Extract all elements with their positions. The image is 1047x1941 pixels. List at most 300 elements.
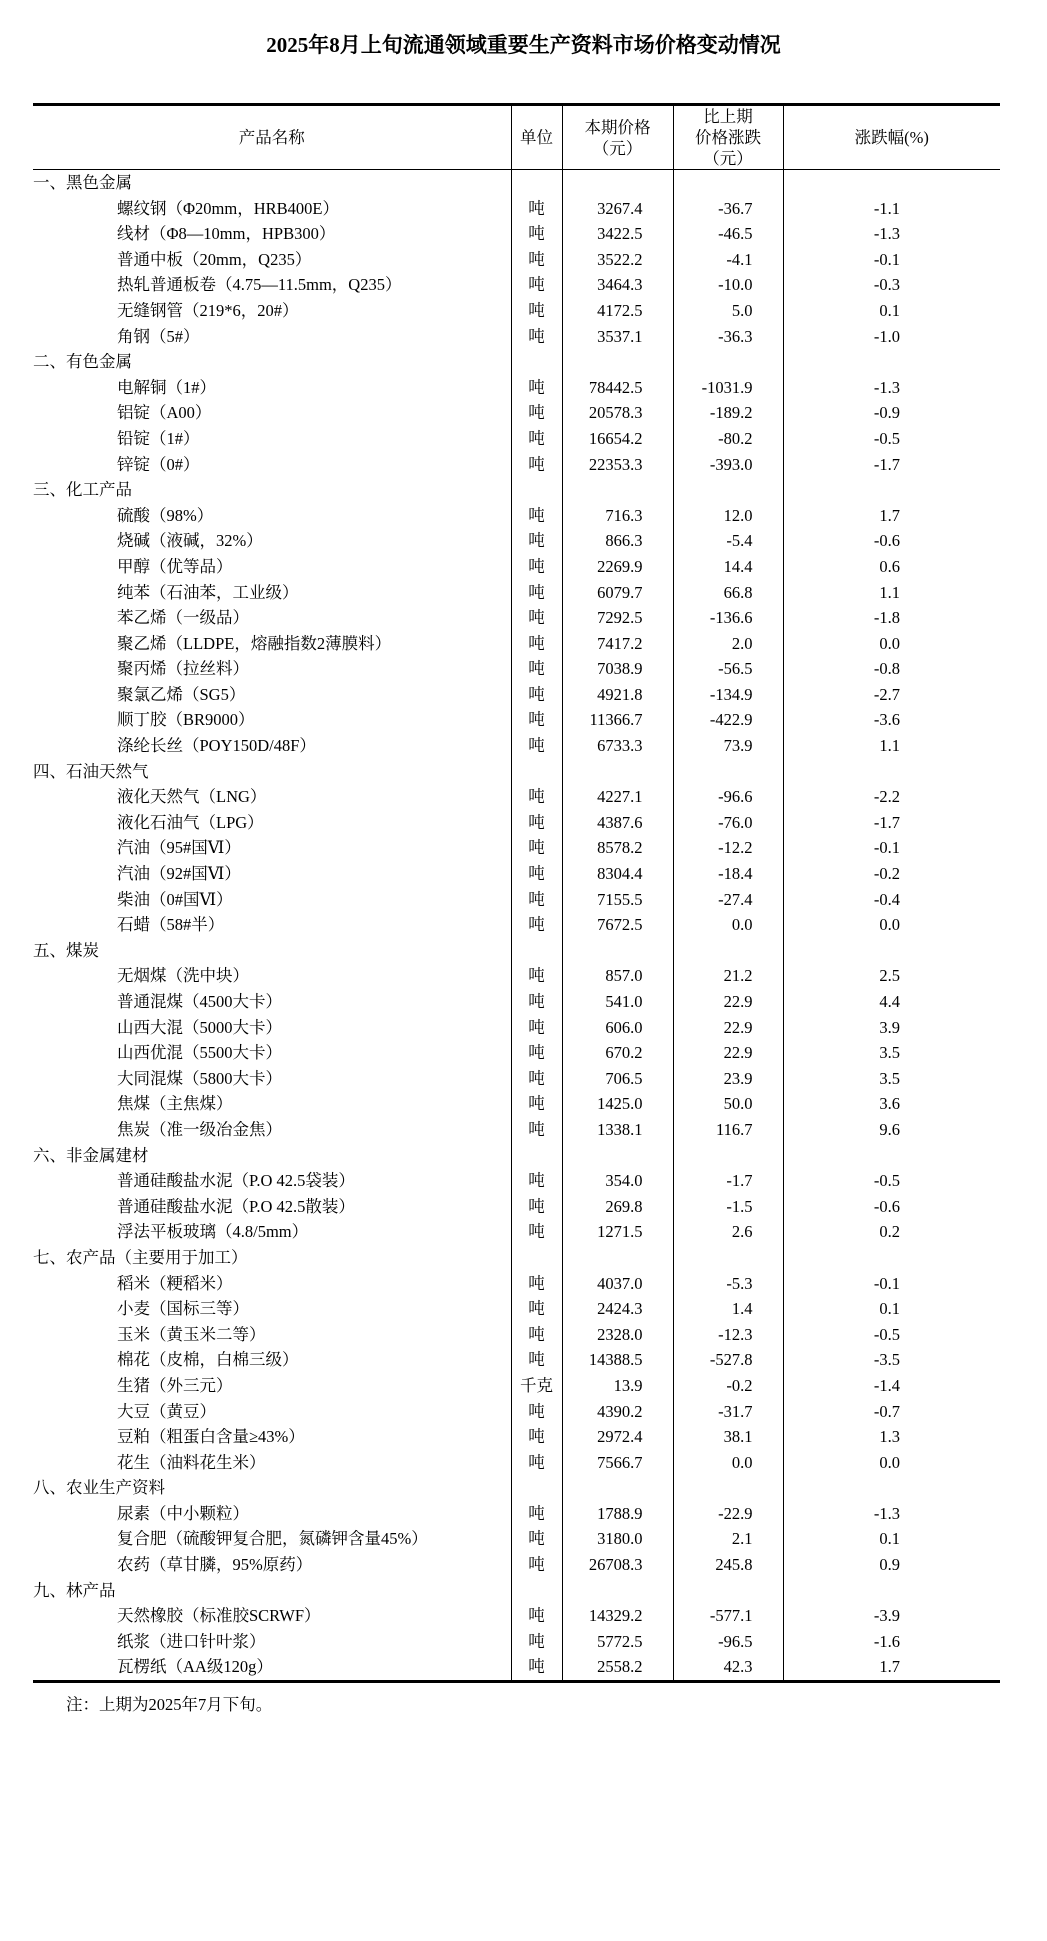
product-name-cell xyxy=(33,1424,511,1450)
current-price-cell: 541.0 xyxy=(562,989,673,1015)
current-price-cell: 269.8 xyxy=(562,1194,673,1220)
table-row xyxy=(33,1373,1000,1399)
unit-cell: 吨 xyxy=(511,1271,562,1297)
unit-cell: 吨 xyxy=(511,375,562,401)
price-change-cell: -577.1 xyxy=(673,1603,783,1629)
table-footnote: 注：上期为2025年7月下旬。 xyxy=(66,1695,273,1715)
unit-cell: 吨 xyxy=(511,682,562,708)
unit-cell: 吨 xyxy=(511,861,562,887)
table-row xyxy=(33,1424,1000,1450)
price-change-cell: -18.4 xyxy=(673,861,783,887)
current-price-cell: 7292.5 xyxy=(562,605,673,631)
category-row-empty-cell xyxy=(562,938,673,964)
price-change-cell: 66.8 xyxy=(673,580,783,606)
current-price-cell: 22353.3 xyxy=(562,452,673,478)
column-header-percent-change: 涨跌幅(%) xyxy=(783,105,1000,170)
unit-cell: 千克 xyxy=(511,1373,562,1399)
table-row xyxy=(33,196,1000,222)
category-row-empty-cell xyxy=(673,1475,783,1501)
percent-change-cell: 1.1 xyxy=(783,580,1000,606)
product-name-cell-text: 浮法平板玻璃（4.8/5mm） xyxy=(117,1222,309,1242)
unit-cell: 吨 xyxy=(511,989,562,1015)
unit-cell: 吨 xyxy=(511,1347,562,1373)
column-header-unit: 单位 xyxy=(511,105,562,170)
price-change-cell: -27.4 xyxy=(673,887,783,913)
product-name-cell-text: 螺纹钢（Φ20mm，HRB400E） xyxy=(117,198,339,218)
product-name-cell-text: 石蜡（58#半） xyxy=(117,915,225,935)
product-name-cell xyxy=(33,835,511,861)
unit-cell: 吨 xyxy=(511,1194,562,1220)
percent-change-cell: 1.7 xyxy=(783,1654,1000,1681)
product-name-cell xyxy=(33,375,511,401)
percent-change-cell: 3.5 xyxy=(783,1040,1000,1066)
percent-change-cell: -1.8 xyxy=(783,605,1000,631)
product-name-cell-text: 玉米（黄玉米二等） xyxy=(117,1324,266,1344)
product-name-cell xyxy=(33,1526,511,1552)
price-change-cell: 14.4 xyxy=(673,554,783,580)
price-change-cell: -96.6 xyxy=(673,784,783,810)
current-price-cell: 78442.5 xyxy=(562,375,673,401)
product-name-cell-text: 普通混煤（4500大卡） xyxy=(117,992,282,1011)
table-row xyxy=(33,733,1000,759)
product-name-cell-text: 顺丁胶（BR9000） xyxy=(117,710,255,730)
category-row xyxy=(33,759,1000,785)
price-change-cell: -56.5 xyxy=(673,656,783,682)
price-change-cell: -46.5 xyxy=(673,221,783,247)
unit-cell: 吨 xyxy=(511,707,562,733)
product-name-cell xyxy=(33,1373,511,1399)
product-name-cell xyxy=(33,1091,511,1117)
product-name-cell-text: 棉花（皮棉，白棉三级） xyxy=(117,1350,299,1370)
price-change-cell: -0.2 xyxy=(673,1373,783,1399)
unit-cell: 吨 xyxy=(511,426,562,452)
product-name-cell xyxy=(33,247,511,273)
unit-cell: 吨 xyxy=(511,580,562,606)
table-row xyxy=(33,784,1000,810)
current-price-cell: 857.0 xyxy=(562,963,673,989)
product-name-cell-text: 稻米（粳稻米） xyxy=(117,1273,233,1293)
product-name-cell xyxy=(33,861,511,887)
table-row xyxy=(33,887,1000,913)
unit-cell: 吨 xyxy=(511,1168,562,1194)
price-change-cell: 21.2 xyxy=(673,963,783,989)
table-row xyxy=(33,272,1000,298)
table-row xyxy=(33,1654,1000,1681)
table-row xyxy=(33,503,1000,529)
product-name-cell xyxy=(33,1219,511,1245)
percent-change-cell: 0.0 xyxy=(783,631,1000,657)
price-change-cell: 22.9 xyxy=(673,1015,783,1041)
price-change-cell: -134.9 xyxy=(673,682,783,708)
column-header-price-change-line1: 比上期 xyxy=(703,107,753,126)
product-name-cell-text: 复合肥（硫酸钾复合肥，氮磷钾含量45%） xyxy=(117,1529,428,1549)
product-name-cell-text: 生猪（外三元） xyxy=(117,1375,233,1395)
price-change-cell: 22.9 xyxy=(673,989,783,1015)
price-change-cell: -136.6 xyxy=(673,605,783,631)
table-row xyxy=(33,963,1000,989)
percent-change-cell: 2.5 xyxy=(783,963,1000,989)
current-price-cell: 606.0 xyxy=(562,1015,673,1041)
price-change-cell: -76.0 xyxy=(673,810,783,836)
percent-change-cell: -0.7 xyxy=(783,1399,1000,1425)
product-name-cell-text: 硫酸（98%） xyxy=(117,505,214,525)
percent-change-cell: -0.4 xyxy=(783,887,1000,913)
unit-cell: 吨 xyxy=(511,400,562,426)
product-name-cell xyxy=(33,1603,511,1629)
category-row-empty-cell xyxy=(562,349,673,375)
current-price-cell: 7566.7 xyxy=(562,1450,673,1476)
product-name-cell xyxy=(33,1015,511,1041)
price-change-cell: -1.7 xyxy=(673,1168,783,1194)
current-price-cell: 4172.5 xyxy=(562,298,673,324)
current-price-cell: 354.0 xyxy=(562,1168,673,1194)
price-change-cell: -5.4 xyxy=(673,528,783,554)
unit-cell: 吨 xyxy=(511,1424,562,1450)
category-row-empty-cell xyxy=(783,938,1000,964)
unit-cell: 吨 xyxy=(511,1040,562,1066)
price-change-cell: -10.0 xyxy=(673,272,783,298)
percent-change-cell: -1.1 xyxy=(783,196,1000,222)
category-row-empty-cell xyxy=(783,1578,1000,1604)
category-row-empty-cell xyxy=(511,1143,562,1169)
price-change-cell: 50.0 xyxy=(673,1091,783,1117)
percent-change-cell: -1.6 xyxy=(783,1629,1000,1655)
product-name-cell-text: 柴油（0#国Ⅵ） xyxy=(117,889,233,909)
product-name-cell xyxy=(33,1117,511,1143)
current-price-cell: 11366.7 xyxy=(562,707,673,733)
table-row xyxy=(33,1040,1000,1066)
table-row xyxy=(33,707,1000,733)
table-row xyxy=(33,221,1000,247)
current-price-cell: 4387.6 xyxy=(562,810,673,836)
unit-cell: 吨 xyxy=(511,1552,562,1578)
percent-change-cell: -0.1 xyxy=(783,247,1000,273)
product-name-cell-text: 山西优混（5500大卡） xyxy=(117,1043,282,1063)
current-price-cell: 716.3 xyxy=(562,503,673,529)
current-price-cell: 5772.5 xyxy=(562,1629,673,1655)
product-name-cell xyxy=(33,1450,511,1476)
product-name-cell-text: 无烟煤（洗中块） xyxy=(117,966,249,986)
current-price-cell: 3267.4 xyxy=(562,196,673,222)
category-row-empty-cell xyxy=(673,170,783,196)
header-row xyxy=(33,105,1000,170)
product-name-cell-text: 汽油（92#国Ⅵ） xyxy=(117,864,241,884)
percent-change-cell: -0.2 xyxy=(783,861,1000,887)
product-name-cell xyxy=(33,426,511,452)
unit-cell: 吨 xyxy=(511,1066,562,1092)
table-row xyxy=(33,1347,1000,1373)
category-row-empty-cell xyxy=(783,170,1000,196)
percent-change-cell: -0.6 xyxy=(783,528,1000,554)
price-change-cell: -1031.9 xyxy=(673,375,783,401)
percent-change-cell: 0.6 xyxy=(783,554,1000,580)
percent-change-cell: 0.1 xyxy=(783,1296,1000,1322)
current-price-cell: 1338.1 xyxy=(562,1117,673,1143)
table-row xyxy=(33,810,1000,836)
percent-change-cell: 0.1 xyxy=(783,298,1000,324)
unit-cell: 吨 xyxy=(511,1501,562,1527)
price-change-cell: 1.4 xyxy=(673,1296,783,1322)
table-row xyxy=(33,1322,1000,1348)
price-change-cell: -12.3 xyxy=(673,1322,783,1348)
percent-change-cell: -0.1 xyxy=(783,1271,1000,1297)
table-row xyxy=(33,1501,1000,1527)
percent-change-cell: 3.5 xyxy=(783,1066,1000,1092)
table-row xyxy=(33,375,1000,401)
price-change-cell: -31.7 xyxy=(673,1399,783,1425)
category-label: 三、化工产品 xyxy=(33,480,132,500)
unit-cell: 吨 xyxy=(511,835,562,861)
table-row xyxy=(33,1271,1000,1297)
category-row-empty-cell xyxy=(673,1578,783,1604)
unit-cell: 吨 xyxy=(511,1219,562,1245)
category-label: 四、石油天然气 xyxy=(33,761,149,781)
table-row xyxy=(33,426,1000,452)
unit-cell: 吨 xyxy=(511,452,562,478)
unit-cell: 吨 xyxy=(511,1450,562,1476)
current-price-cell: 2328.0 xyxy=(562,1322,673,1348)
category-row-empty-cell xyxy=(783,1143,1000,1169)
column-header-current-price-line2: （元） xyxy=(592,138,643,158)
product-name-cell xyxy=(33,528,511,554)
price-change-cell: -1.5 xyxy=(673,1194,783,1220)
category-row xyxy=(33,1475,1000,1501)
product-name-cell xyxy=(33,1501,511,1527)
percent-change-cell: -1.7 xyxy=(783,452,1000,478)
unit-cell: 吨 xyxy=(511,1091,562,1117)
percent-change-cell: 0.0 xyxy=(783,1450,1000,1476)
product-name-cell xyxy=(33,1168,511,1194)
price-change-cell: 22.9 xyxy=(673,1040,783,1066)
product-name-cell xyxy=(33,1347,511,1373)
percent-change-cell: -0.1 xyxy=(783,835,1000,861)
price-change-cell: 12.0 xyxy=(673,503,783,529)
category-row xyxy=(33,1578,1000,1604)
table-row xyxy=(33,835,1000,861)
category-row-empty-cell xyxy=(511,938,562,964)
price-change-cell: 5.0 xyxy=(673,298,783,324)
product-name-cell-text: 甲醇（优等品） xyxy=(117,556,233,576)
current-price-cell: 8304.4 xyxy=(562,861,673,887)
percent-change-cell: 0.9 xyxy=(783,1552,1000,1578)
product-name-cell xyxy=(33,324,511,350)
product-name-cell xyxy=(33,784,511,810)
product-name-cell-text: 普通硅酸盐水泥（P.O 42.5袋装） xyxy=(117,1171,355,1191)
current-price-cell: 8578.2 xyxy=(562,835,673,861)
category-row-empty-cell xyxy=(783,1475,1000,1501)
current-price-cell: 1788.9 xyxy=(562,1501,673,1527)
price-change-cell: -527.8 xyxy=(673,1347,783,1373)
unit-cell: 吨 xyxy=(511,1629,562,1655)
product-name-cell xyxy=(33,221,511,247)
category-row-empty-cell xyxy=(511,759,562,785)
product-name-cell-text: 尿素（中小颗粒） xyxy=(117,1503,249,1523)
current-price-cell: 2972.4 xyxy=(562,1424,673,1450)
product-name-cell-text: 液化天然气（LNG） xyxy=(117,787,267,807)
unit-cell: 吨 xyxy=(511,1603,562,1629)
product-name-cell xyxy=(33,887,511,913)
unit-cell: 吨 xyxy=(511,963,562,989)
table-row xyxy=(33,1219,1000,1245)
current-price-cell: 2269.9 xyxy=(562,554,673,580)
product-name-cell xyxy=(33,656,511,682)
percent-change-cell: -2.2 xyxy=(783,784,1000,810)
price-change-cell: 2.6 xyxy=(673,1219,783,1245)
product-name-cell-text: 焦炭（准一级冶金焦） xyxy=(117,1119,282,1139)
product-name-cell-text: 锌锭（0#） xyxy=(117,454,200,474)
percent-change-cell: 4.4 xyxy=(783,989,1000,1015)
category-row xyxy=(33,1143,1000,1169)
percent-change-cell: 0.0 xyxy=(783,912,1000,938)
category-row-empty-cell xyxy=(562,759,673,785)
product-name-cell xyxy=(33,1040,511,1066)
current-price-cell: 706.5 xyxy=(562,1066,673,1092)
product-name-cell xyxy=(33,810,511,836)
percent-change-cell: -0.5 xyxy=(783,426,1000,452)
category-row-empty-cell xyxy=(783,759,1000,785)
category-row xyxy=(33,170,1000,196)
column-header-current-price-line1: 本期价格 xyxy=(584,117,651,137)
category-row-empty-cell xyxy=(562,1475,673,1501)
product-name-cell-text: 聚氯乙烯（SG5） xyxy=(117,684,246,704)
category-row xyxy=(33,1245,1000,1271)
percent-change-cell: -1.3 xyxy=(783,1501,1000,1527)
unit-cell: 吨 xyxy=(511,656,562,682)
table-row xyxy=(33,1629,1000,1655)
table-row xyxy=(33,1194,1000,1220)
product-name-cell-text: 电解铜（1#） xyxy=(117,377,216,397)
table-row xyxy=(33,554,1000,580)
column-header-price-change xyxy=(673,105,783,170)
product-name-cell-text: 液化石油气（LPG） xyxy=(117,812,264,832)
product-name-cell-text: 天然橡胶（标准胶SCRWF） xyxy=(117,1606,321,1626)
unit-cell: 吨 xyxy=(511,810,562,836)
product-name-cell xyxy=(33,1194,511,1220)
product-name-cell xyxy=(33,1296,511,1322)
percent-change-cell: -0.6 xyxy=(783,1194,1000,1220)
current-price-cell: 26708.3 xyxy=(562,1552,673,1578)
product-name-cell-text: 山西大混（5000大卡） xyxy=(117,1017,282,1037)
category-row-empty-cell xyxy=(673,1143,783,1169)
page-title: 2025年8月上旬流通领域重要生产资料市场价格变动情况 xyxy=(266,33,781,57)
product-name-cell-text: 普通硅酸盐水泥（P.O 42.5散装） xyxy=(117,1196,355,1216)
product-name-cell-text: 农药（草甘膦，95%原药） xyxy=(117,1555,313,1575)
product-name-cell xyxy=(33,554,511,580)
category-row-empty-cell xyxy=(783,1245,1000,1271)
table-row xyxy=(33,1552,1000,1578)
table-row xyxy=(33,912,1000,938)
current-price-cell: 7038.9 xyxy=(562,656,673,682)
current-price-cell: 1271.5 xyxy=(562,1219,673,1245)
percent-change-cell: 0.1 xyxy=(783,1526,1000,1552)
category-label: 六、非金属建材 xyxy=(33,1145,149,1165)
percent-change-cell: 0.2 xyxy=(783,1219,1000,1245)
product-name-cell-text: 焦煤（主焦煤） xyxy=(117,1094,233,1114)
product-name-cell-text: 苯乙烯（一级品） xyxy=(117,608,249,628)
unit-cell: 吨 xyxy=(511,503,562,529)
table-row xyxy=(33,1450,1000,1476)
unit-cell: 吨 xyxy=(511,733,562,759)
current-price-cell: 866.3 xyxy=(562,528,673,554)
percent-change-cell: -1.4 xyxy=(783,1373,1000,1399)
price-change-cell: -422.9 xyxy=(673,707,783,733)
price-table-container xyxy=(33,103,1000,1715)
table-row xyxy=(33,452,1000,478)
unit-cell: 吨 xyxy=(511,1296,562,1322)
category-row xyxy=(33,477,1000,503)
percent-change-cell: -0.9 xyxy=(783,400,1000,426)
category-row-empty-cell xyxy=(511,1245,562,1271)
column-header-product-name: 产品名称 xyxy=(33,105,511,170)
unit-cell: 吨 xyxy=(511,1322,562,1348)
category-row-empty-cell xyxy=(562,1143,673,1169)
unit-cell: 吨 xyxy=(511,912,562,938)
category-row-empty-cell xyxy=(562,1245,673,1271)
product-name-cell xyxy=(33,989,511,1015)
table-row xyxy=(33,989,1000,1015)
product-name-cell-text: 纸浆（进口针叶浆） xyxy=(117,1631,266,1651)
table-row xyxy=(33,400,1000,426)
current-price-cell: 2424.3 xyxy=(562,1296,673,1322)
category-row-empty-cell xyxy=(511,170,562,196)
current-price-cell: 3464.3 xyxy=(562,272,673,298)
product-name-cell-text: 角钢（5#） xyxy=(117,326,200,346)
price-change-cell: -22.9 xyxy=(673,1501,783,1527)
unit-cell: 吨 xyxy=(511,1526,562,1552)
category-row-empty-cell xyxy=(673,938,783,964)
table-row xyxy=(33,580,1000,606)
percent-change-cell: -3.9 xyxy=(783,1603,1000,1629)
current-price-cell: 14329.2 xyxy=(562,1603,673,1629)
current-price-cell: 4390.2 xyxy=(562,1399,673,1425)
column-header-price-change-line3: （元） xyxy=(703,149,753,168)
product-name-cell-text: 烧碱（液碱，32%） xyxy=(117,531,263,551)
unit-cell: 吨 xyxy=(511,1117,562,1143)
unit-cell: 吨 xyxy=(511,784,562,810)
category-row xyxy=(33,349,1000,375)
price-change-cell: 0.0 xyxy=(673,912,783,938)
table-row xyxy=(33,528,1000,554)
category-row-empty-cell xyxy=(562,170,673,196)
price-change-cell: -393.0 xyxy=(673,452,783,478)
price-table xyxy=(33,103,1000,1683)
price-change-cell: 23.9 xyxy=(673,1066,783,1092)
price-change-cell: -4.1 xyxy=(673,247,783,273)
percent-change-cell: -3.6 xyxy=(783,707,1000,733)
percent-change-cell: 1.3 xyxy=(783,1424,1000,1450)
current-price-cell: 3522.2 xyxy=(562,247,673,273)
category-row-empty-cell xyxy=(673,759,783,785)
product-name-cell xyxy=(33,196,511,222)
price-change-cell: 245.8 xyxy=(673,1552,783,1578)
product-name-cell xyxy=(33,452,511,478)
current-price-cell: 13.9 xyxy=(562,1373,673,1399)
unit-cell: 吨 xyxy=(511,272,562,298)
price-change-cell: 2.1 xyxy=(673,1526,783,1552)
current-price-cell: 7672.5 xyxy=(562,912,673,938)
percent-change-cell: -0.8 xyxy=(783,656,1000,682)
category-row-empty-cell xyxy=(511,349,562,375)
unit-cell: 吨 xyxy=(511,528,562,554)
current-price-cell: 14388.5 xyxy=(562,1347,673,1373)
percent-change-cell: -0.5 xyxy=(783,1168,1000,1194)
category-label: 一、黑色金属 xyxy=(33,173,132,192)
unit-cell: 吨 xyxy=(511,1654,562,1681)
price-change-cell: -36.7 xyxy=(673,196,783,222)
category-label: 二、有色金属 xyxy=(33,352,132,372)
price-change-cell: -36.3 xyxy=(673,324,783,350)
table-row xyxy=(33,682,1000,708)
